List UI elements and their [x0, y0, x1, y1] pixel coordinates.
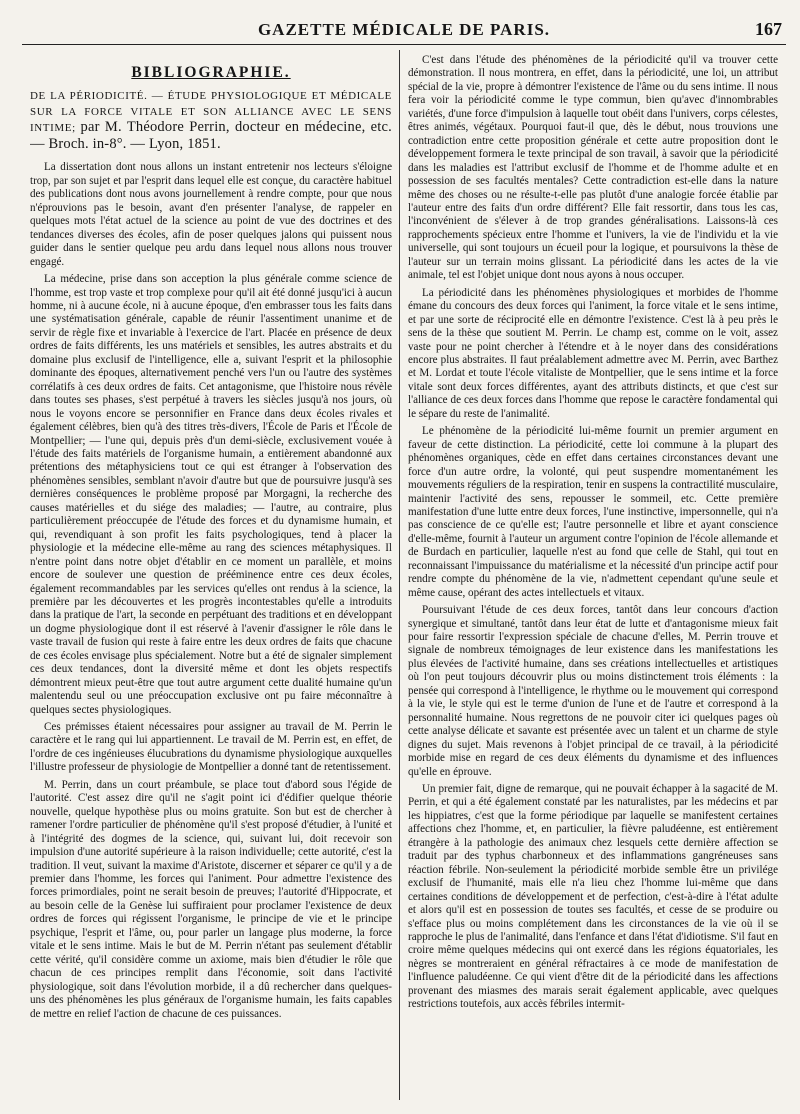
- paragraph: Poursuivant l'étude de ces deux forces, tantôt dans leur concours d'action synergique et simultané, tantôt dans leur état de lutte et d'antagonisme mieux fait pour faire ressortir l'expression spéciale de chacune d'elles, M. Perrin trouve et signale de nombreux témoignages de leur existence dans les manifestations les plus élevées de l'activité humaine, dans ses créations intellectuelles et artistiques où l'on peut toujours découvrir plus ou moins distinctement trois éléments : la pensée qui correspond à l'intelligence, le rhythme ou le mouvement qui correspond à la vie, le style qui est le terme d'union de l'une et de l'autre et correspond à la personnalité humaine. Nous regrettons de ne pouvoir citer ici quelques pages où cette analyse délicate et savante est présentée avec un talent et un charme de style dignes du sujet. Mais revenons à l'objet principal de ce travail, à la périodicité morbide mise en regard de ces deux éléments du dynamisme et des influences qu'elle en éprouve.: [408, 604, 778, 778]
- article-lede-title: DE LA PÉRIODICITÉ. — ÉTUDE PHYSIOLOGIQUE ET MÉDICALE SUR LA FORCE VITALE ET SON ALLIANCE AVEC LE SENS INTIME;: [30, 90, 392, 135]
- paragraph: La dissertation dont nous allons un instant entretenir nos lecteurs s'éloigne trop, par son sujet et par l'esprit dans lequel elle est conçue, du caractère habituel des publications dont nous avons journellement à rendre compte, pour que nous n'éprouvions pas le besoin, avant d'en présenter l'analyse, de rappeler en quelques mots l'état actuel de la science au point de vue des doctrines et des tendances diverses des écoles, afin de poser quelques jalons qui puissent nous guider dans le sentier quelque peu ardu dans lequel nous allons nous trouver engagé.: [30, 161, 392, 268]
- left-column: [30, 54, 392, 1098]
- journal-title: GAZETTE MÉDICALE DE PARIS.: [257, 20, 551, 39]
- paragraph: La médecine, prise dans son acception la plus générale comme science de l'homme, est trop vaste et trop complexe pour qu'il ait été donné jusqu'ici à aucun homme, ni à aucune école, ni à aucune époque, d'en embrasser tous les faits dans une systématisation générale, capable de réunir l'assentiment unanime et de servir de règle fixe et invariable à l'exercice de l'art. Placée en présence de deux ordres de faits différents, les uns matériels et sensibles, les autres abstraits et du domaine plus exclusif de l'intelligence, elle a, suivant l'esprit et la philosophie dominante des époques, alternativement penché vers l'un ou l'autre des systèmes corrélatifs à ces deux ordres de faits. Cet antagonisme, que l'histoire nous révèle dans toutes ses phases, s'est perpétué à travers les siècles jusqu'à nos jours, où nous le voyons encore se personnifier en France dans deux écoles rivales et également célèbres, bien qu'à des titres très-divers, l'École de Paris et l'École de Montpellier; — l'une qui, depuis près d'un demi-siècle, exclusivement vouée à l'étude des faits matériels de l'organisme humain, a entièrement abandonné aux prétentions des métaphysiciens tout ce qui est étranger à l'observation des phénomènes sensibles, semblant n'avoir d'autre but que de poursuivre jusqu'à ses dernières conséquences le problème proposé par Morgagni, la recherche des causes matérielles et du siége des maladies; — l'autre, au contraire, plus particulièrement préoccupée de l'étude des forces et du dynamisme humain, et qui, revendiquant à son profit les faits psychologiques, tend à placer la physiologie et la médecine elle-même au rang des sciences métaphysiques. Il n'entre point dans notre objet d'établir en ce moment un parallèle, et moins encore de soulever une question de prééminence entre ces deux écoles, également recommandables par les services qu'elles ont rendus à la science, la première par les découvertes et les progrès incontestables qu'elle a introduits dans la pratique de l'art, la seconde en perpétuant des traditions et en développant un dogme physiologique dont il est réservé à l'avenir d'assigner le rôle dans le vaste travail de fusion qui reste à faire entre les deux ordres de faits que chacune de ces écoles envisage plus spécialement. Notre but a été de signaler simplement ces deux tendances, dont la diversité même et dont les objets respectifs démontrent mieux peut-être que tout autre argument cette dualité humaine qu'un malentendu seul ou une préoccupation exclusive ont pu faire méconnaître à quelques sectes physiologiques.: [30, 273, 392, 716]
- paragraph: Le phénomène de la périodicité lui-même fournit un premier argument en faveur de cette distinction. La périodicité, cette loi commune à la plupart des phénomènes organiques, cède en effet dans certaines circonstances devant une force d'un autre ordre, la volonté, qui peut suspendre momentanément les mouvements réguliers de la respiration, tenir en suspens la contractilité musculaire, maintenir l'activité des sens, repousser le sommeil, etc. Cette première manifestation d'une lutte entre deux forces, l'une instinctive, impersonnelle, qui n'a pas conscience de ce qu'elle est; l'autre personnelle et libre et ayant conscience d'elle-même, fournit à l'auteur un argument contre l'opinion de l'école allemande et de Burdach en particulier, laquelle n'est au fond que celle de Stahl, qui tout en reconnaissant l'impuissance du matérialisme et la nécessité d'un principe actif pour rendre compte du phénomène de la vie, n'admettent cependant qu'une seule et même cause, opérant des actes intellectuels et vitaux.: [408, 425, 778, 599]
- section-title: BIBLIOGRAPHIE.: [131, 64, 291, 81]
- article-lede-author: par M. Théodore Perrin, docteur en médecine, etc. — Broch. in-8°. — Lyon, 1851.: [30, 119, 392, 152]
- page-header: [22, 14, 786, 45]
- paragraph: Un premier fait, digne de remarque, qui ne pouvait échapper à la sagacité de M. Perrin, et qui a été également constaté par les naturalistes, par les médecins et par les hippiatres, c'est que la forme périodique par laquelle se manifestent certaines affections chez l'homme, et, en particulier, la fièvre paludéenne, est entièrement étrangère à la pathologie des animaux chez lesquels cette dernière affection se traduit par des typhus charbonneux et des inflammations gangréneuses sans réaction fébrile. Non-seulement la périodicité morbide semble être un privilége exclusif de l'humanité, mais elle n'a lieu chez l'homme lui-même que dans certaines conditions de développement et de perfection, c'est-à-dire à l'état adulte et alors qu'il est en possession de toutes ses facultés, et cesse de se produire ou s'efface plus ou moins complétement dans les circonstances de la vie où il se rapproche le plus de l'animalité, dans l'enfance et dans l'état d'idiotisme. S'il faut en croire même quelques médecins qui ont exercé dans les régions équatoriales, les nègres se montreraient en général réfractaires à ce mode de manifestation de l'influence paludéenne. Ce qui vient d'être dit de la périodicité dans les affections provenant des miasmes des marais serait également applicable, avec quelques restrictions toutefois, aux accès fébriles intermit-: [408, 783, 778, 1011]
- article-lede: [30, 89, 392, 153]
- paragraph: La périodicité dans les phénomènes physiologiques et morbides de l'homme émane du concours des deux forces qui l'animent, la force vitale et le sens intime, et par une sorte de réciprocité elle en démontre l'existence. C'est là à peu près le sens de la thèse que soutient M. Perrin. Le champ est, comme on le voit, assez vaste pour ne point chercher à l'étendre et à le noyer dans des considérations encore plus abstraites. Il faut préalablement admettre avec M. Perrin, avec Barthez et M. Lordat et toute l'école vitaliste de Montpellier, que le sens intime et la force vitale sont deux forces différentes, ayant des attributs distincts, et que c'est sur l'alliance de ces deux forces dans l'homme que repose le caractère fondamental qui le sépare du reste de l'animalité.: [408, 286, 778, 420]
- column-divider: [399, 50, 400, 1100]
- page-number: 167: [755, 19, 782, 39]
- paragraph: C'est dans l'étude des phénomènes de la périodicité qu'il va trouver cette démonstration. Il nous montrera, en effet, dans la périodicité, une loi, un attribut spécial de la vie, propre à démontrer l'existence de l'âme ou du sens intime. Il nous fera voir la périodicité comme le type commun, bien qu'avec d'innombrables variétés, d'une force d'impulsion à laquelle tout obéit dans l'univers, corps célestes, êtres animés, végétaux. Pourquoi faut-il que, dès le début, nous trouvions une contradiction entre cette proposition générale et cette autre proposition dont le développement formera le texte principal de son travail, à savoir que la périodicité dans les maladies est l'attribut exclusif de l'homme et de l'homme adulte et en possession de ses facultés mentales? Cette contradiction est-elle dans la nature même des choses ou ne résulte-t-elle pas plutôt d'une analogie forcée établie par l'auteur entre des faits d'un ordre différent? Elle fait ressortir, dans tous les cas, l'inconvénient de s'élever à de trop grandes généralisations. Laissons-là ces rapprochements spécieux entre l'homme et l'univers, la vie de l'individu et la vie universelle, qui sont toujours un écueil pour la logique, et poursuivons la thèse de l'auteur sur un terrain moins glissant. La périodicité dans les actes de la vie animale, tel est l'objet unique dont nous ayons à nous occuper.: [408, 54, 778, 282]
- right-column: [408, 54, 778, 1098]
- paragraph: Ces prémisses étaient nécessaires pour assigner au travail de M. Perrin le caractère et le rang qui lui appartiennent. Le travail de M. Perrin est, en effet, de l'ordre de ces ingénieuses élucubrations du dynamisme physiologique auxquelles l'illustre professeur de physiologie de Montpellier a donné tant de retentissement.: [30, 721, 392, 774]
- paragraph: M. Perrin, dans un court préambule, se place tout d'abord sous l'égide de l'autorité. C'est assez dire qu'il ne s'agit point ici d'édifier quelque théorie nouvelle, quelque hypothèse plus ou moins gratuite. Son but est de chercher à ramener l'ordre particulier de phénomène qu'il s'est proposé d'étudier, à l'unité et à l'intégrité des dogmes de la science, qui, suivant lui, doit recevoir son impulsion d'une autorité supérieure à la raison individuelle; cette autorité, c'est la tradition. Il veut, suivant la maxime d'Aristote, discerner et séparer ce qu'il y a de premier dans l'homme, les forces qui l'animent. Pour admettre l'existence des forces primordiales, point ne serait besoin de preuves; l'autorité d'Hippocrate, et au besoin celle de la Genèse lui suffiraient pour proclamer l'existence de deux ordres de forces qui régissent l'organisme, le principe de vie et le principe psychique, l'esprit et l'âme, ou, pour parler un langage plus moderne, la force vitale et le sens intime. Mais le but de M. Perrin n'étant pas seulement d'établir cette vérité, qu'il considère comme un axiome, mais bien d'étudier le rôle que chacun de ces principes remplit dans l'économie, soit dans l'activité physiologique, soit dans l'évolution morbide, il a dû rechercher dans quelques-uns des phénomènes les plus généraux de l'organisme humain, les faits capables de mettre en relief l'action de chacune de ces puissances.: [30, 778, 392, 1020]
